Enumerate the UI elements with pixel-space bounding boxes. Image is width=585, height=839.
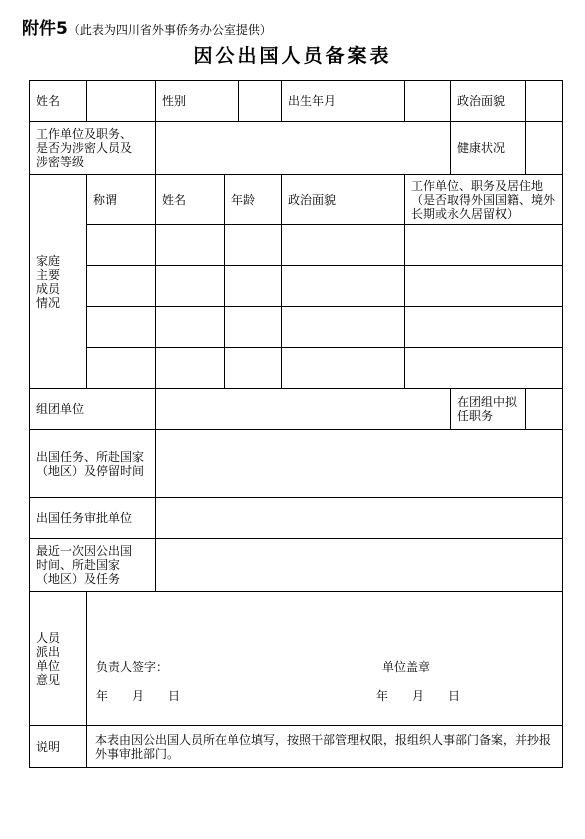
family-cell[interactable] (282, 225, 405, 266)
attachment-label: 附件5 (22, 19, 68, 39)
family-col-relation: 称谓 (87, 175, 156, 225)
group-position-label: 在团组中拟任职务 (451, 389, 526, 430)
family-cell[interactable] (87, 266, 156, 307)
family-col-name: 姓名 (156, 175, 225, 225)
family-cell[interactable] (225, 225, 282, 266)
family-cell[interactable] (405, 225, 563, 266)
date-right: 年 月 日 (376, 688, 461, 703)
health-value[interactable] (526, 122, 563, 175)
note-text: 本表由因公出国人员所在单位填写，按照干部管理权限，报组织人事部门备案，并抄报外事审批部门。 (87, 726, 563, 768)
health-label: 健康状况 (451, 122, 526, 175)
date-left: 年 月 日 (96, 688, 181, 703)
family-cell[interactable] (87, 225, 156, 266)
last-trip-label: 最近一次因公出国 时间、所赴国家 （地区）及任务 (30, 539, 156, 592)
last-trip-value[interactable] (156, 539, 563, 592)
mission-label: 出国任务、所赴国家 （地区）及停留时间 (30, 430, 156, 498)
family-cell[interactable] (405, 307, 563, 348)
birth-label: 出生年月 (282, 81, 405, 122)
family-cell[interactable] (405, 266, 563, 307)
group-position-value[interactable] (526, 389, 563, 430)
family-cell[interactable] (87, 307, 156, 348)
birth-value[interactable] (405, 81, 451, 122)
note-label: 说明 (30, 726, 87, 768)
name-label: 姓名 (30, 81, 87, 122)
page-title: 因公出国人员备案表 (193, 45, 392, 67)
group-unit-value[interactable] (156, 389, 451, 430)
family-cell[interactable] (282, 266, 405, 307)
work-unit-value[interactable] (156, 122, 451, 175)
dispatch-opinion-area[interactable] (87, 592, 563, 726)
family-col-political: 政治面貌 (282, 175, 405, 225)
family-cell[interactable] (225, 307, 282, 348)
mission-value[interactable] (156, 430, 563, 498)
gender-value[interactable] (239, 81, 282, 122)
family-cell[interactable] (225, 348, 282, 389)
family-label: 家庭 主要 成员 情况 (30, 175, 87, 389)
political-value[interactable] (526, 81, 563, 122)
signature-label: 负责人签字： (96, 659, 169, 674)
family-cell[interactable] (225, 266, 282, 307)
family-cell[interactable] (156, 266, 225, 307)
family-cell[interactable] (282, 307, 405, 348)
form-header (22, 14, 272, 39)
family-cell[interactable] (282, 348, 405, 389)
group-unit-label: 组团单位 (30, 389, 156, 430)
approval-unit-label: 出国任务审批单位 (30, 498, 156, 539)
family-cell[interactable] (87, 348, 156, 389)
family-cell[interactable] (156, 348, 225, 389)
name-value[interactable] (87, 81, 156, 122)
gender-label: 性别 (156, 81, 239, 122)
work-unit-label: 工作单位及职务、 是否为涉密人员及 涉密等级 (30, 122, 156, 175)
family-cell[interactable] (405, 348, 563, 389)
family-cell[interactable] (156, 307, 225, 348)
political-label: 政治面貌 (451, 81, 526, 122)
approval-unit-value[interactable] (156, 498, 563, 539)
family-col-age: 年龄 (225, 175, 282, 225)
family-col-work: 工作单位、职务及居住地（是否取得外国国籍、境外长期或永久居留权） (405, 175, 563, 225)
provider-note: （此表为四川省外事侨务办公室提供） (67, 23, 272, 37)
seal-label: 单位盖章 (382, 659, 431, 674)
record-form-table (29, 80, 563, 768)
dispatch-opinion-label: 人员 派出 单位 意见 (30, 592, 87, 726)
family-cell[interactable] (156, 225, 225, 266)
